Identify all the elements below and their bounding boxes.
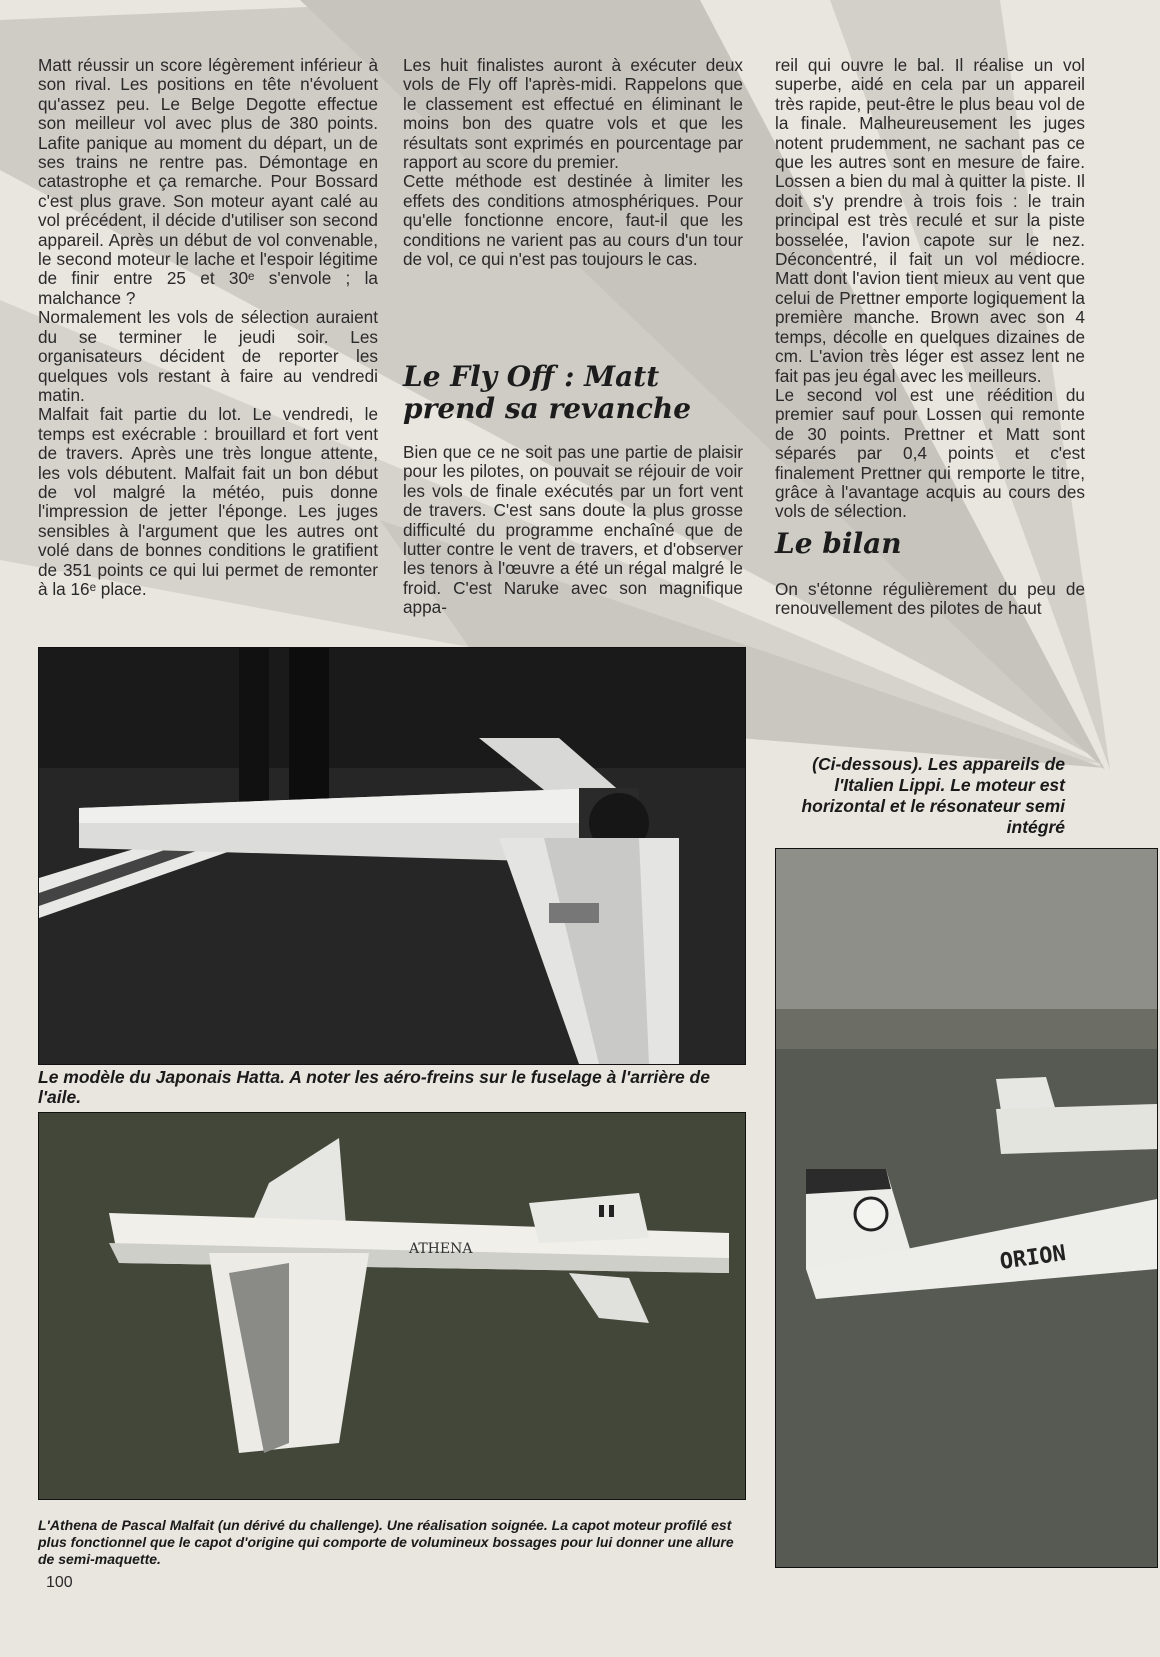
article-column-3-continued [775, 580, 1085, 619]
article-column-3 [775, 56, 1085, 522]
article-column-1 [38, 56, 378, 599]
paragraph: Cette méthode est destinée à limiter les effets des conditions atmosphériques. Pour qu'elle fonctionne encore, faut-il que les conditions ne varient pas au cours d'un tour de vol, ce qui n'est pas toujours le cas. [403, 171, 743, 270]
fuselage-lettering-orion: ORION [998, 1240, 1068, 1275]
paragraph: On s'étonne régulièrement du peu de renouvellement des pilotes de haut [775, 579, 1085, 619]
article-column-2 [403, 56, 743, 269]
photo-athena-model [38, 1112, 746, 1500]
paragraph: Malfait fait partie du lot. Le vendredi, le temps est exécrable : brouillard et fort vent de travers. Après une très longue attente, les vols débutent. Malfait fait un bon début de vol malgré la météo, puis donne l'impression de jetter l'éponge. Les juges sensibles à l'argument que les autres ont volé dans de bonnes conditions le gratifient de 351 points ce qui lui permet de remonter à la 16ᵉ place. [38, 404, 378, 599]
page-number: 100 [46, 1574, 73, 1591]
caption-lippi: (Ci-dessous). Les appareils de l'Italien Lippi. Le moteur est horizontal et le résonateur semi intégré [801, 754, 1065, 837]
article-column-2-continued [403, 443, 743, 618]
section-heading-bilan: Le bilan [775, 527, 902, 560]
paragraph: Bien que ce ne soit pas une partie de plaisir pour les pilotes, on pouvait se réjouir de voir les vols de finale exécutés par un fort vent de travers. C'est sans doute la plus grosse difficulté du programme enchaîné que de lutter contre le vent de travers, et d'observer les tenors à l'œuvre a été un régal malgré le froid. C'est Naruke avec son magnifique appa- [403, 442, 743, 618]
fuselage-lettering-athena: ATHENA [409, 1241, 473, 1257]
paragraph: Normalement les vols de sélection auraient du se terminer le jeudi soir. Les organisateurs décident de reporter les quelques vols restant à faire au vendredi matin. [38, 307, 378, 405]
photo-hatta-model [38, 647, 746, 1065]
paragraph: reil qui ouvre le bal. Il réalise un vol superbe, aidé en cela par un appareil très rapide, peut-être le plus beau vol de la finale. Malheureusement les juges notent prudemment, ne sachant pas ce que les autres sont en mesure de faire. Lossen a bien du mal à quitter la piste. Il doit s'y prendre à trois fois : le train principal est très reculé et sur la piste bosselée, l'avion capote sur le nez. Déconcentré, il fait un vol médiocre. Matt dont l'avion tient mieux au vent que celui de Prettner emporte logiquement la première manche. Brown avec son 4 temps, décolle en quelques dizaines de cm. L'avion très léger est assez lent ne fait pas jeu égal avec les meilleurs. [775, 55, 1085, 386]
photo-lippi-models [775, 848, 1158, 1568]
section-heading-fly-off: Le Fly Off : Matt prend sa revanche [403, 360, 692, 425]
paragraph: Les huit finalistes auront à exécuter deux vols de Fly off l'après-midi. Rappelons que le classement est effectué en éliminant le moins bon des quatre vols et que les résultats sont exprimés en pourcentage par rapport au score du premier. [403, 55, 743, 173]
caption-hatta: Le modèle du Japonais Hatta. A noter les aéro-freins sur le fuselage à l'arrière de l'aile. [38, 1067, 710, 1107]
caption-athena: L'Athena de Pascal Malfait (un dérivé du challenge). Une réalisation soignée. La capot moteur profilé est plus fonctionnel que le capot d'origine qui comporte de volumineux bossages pour lui donner une allure de semi-maquette. [38, 1517, 734, 1567]
paragraph: Matt réussir un score légèrement inférieur à son rival. Les positions en tête n'évoluent qu'assez peu. Le Belge Degotte effectue son meilleur vol avec plus de 380 points. Lafite panique au moment du départ, un de ses trains ne rentre pas. Démontage en catastrophe et ça remarche. Pour Bossard c'est plus grave. Son moteur ayant calé au vol précédent, il décide d'utiliser son second appareil. Après un début de vol convenable, le second moteur le lache et l'espoir légitime de finir entre 25 et 30ᵉ s'envole ; la malchance ? [38, 55, 378, 308]
paragraph: Le second vol est une réédition du premier sauf pour Lossen qui remonte de 30 points. Prettner et Matt sont séparés par 0,4 points et c'est finalement Prettner qui remporte le titre, grâce à l'avantage acquis au cours des vols de sélection. [775, 384, 1085, 522]
